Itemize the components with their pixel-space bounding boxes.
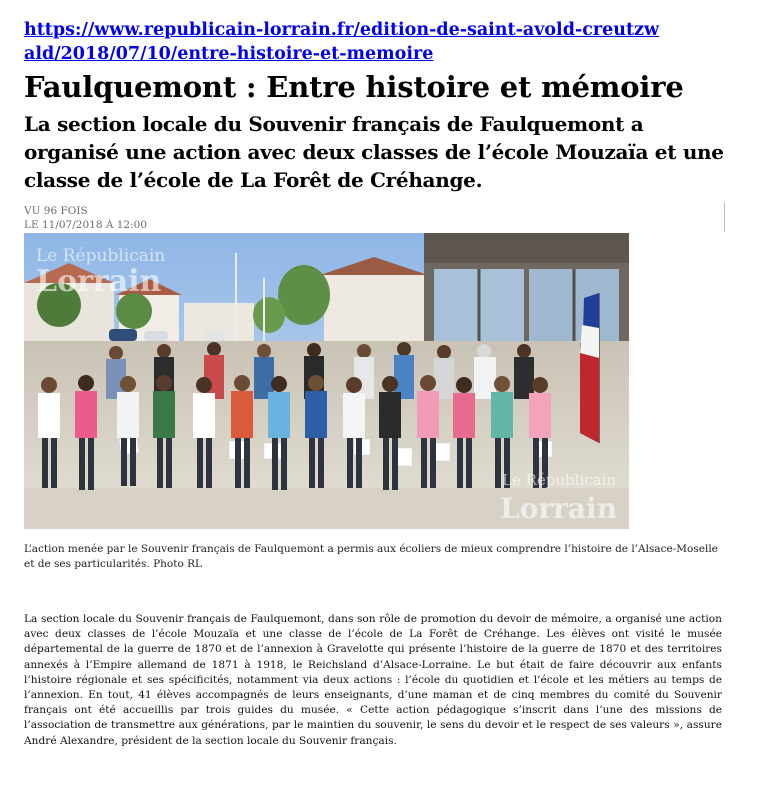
watermark-bottom-line2: Lorrain [500, 492, 618, 525]
article-title: Faulquemont : Entre histoire et mémoire [24, 70, 684, 104]
article-meta [24, 204, 147, 232]
article [24, 18, 724, 747]
publish-date: LE 11/07/2018 À 12:00 [24, 219, 148, 231]
article-body: La section locale du Souvenir français de Faulquemont, dans son rôle de promotion du devoir de mémoire, a organisé une action avec deux classes de l’école Mouzaïa et une classe de l’école de La Forêt de Créhange. Les élèves ont visité le musée départemental de la guerre de 1870 et de l’annexion à Gravelotte qui présente l’histoire de la guerre de 1870 et des territoires annexés à l’Empire allemand de 1871 à 1918, le Reichsland d’Alsace-Lorraine. Le but était de faire découvrir aux enfants l’histoire régionale et ses spécificités, notamment via deux actions : l’école du quotidien et l’école et les métiers au temps de l’annexion. En tout, 41 élèves accompagnés de leurs enseignants, d’une maman et de cinq membres du comité du Souvenir français ont été accueillis par trois guides du musée. « Cette action pédagogique s’inscrit dans l’une des missions de l’association de transmettre aux générations, par le maintien du souvenir, le sens du devoir et le respect de ses valeurs », assure André Alexandre, président de la section locale du Souvenir français. [24, 613, 722, 747]
article-photo [24, 233, 629, 529]
watermark-top-line2: Lorrain [36, 264, 162, 299]
watermark-bottom-line1: Le Républicain [502, 471, 617, 489]
photo-caption: L’action menée par le Souvenir français de Faulquemont a permis aux écoliers de mieux comprendre l’histoire de l’Alsace-Moselle et de ses particularités. Photo RL [24, 543, 718, 570]
article-subtitle: La section locale du Souvenir français de Faulquemont a organisé une action avec deux classes de l’école Mouzaïa et une classe de l’école de La Forêt de Créhange. [24, 112, 724, 192]
meta-divider [724, 202, 725, 232]
source-url-link[interactable]: https://www.republicain-lorrain.fr/edition-de-saint-avold-creutzwald/2018/07/10/entre-histoire-et-memoire [24, 20, 660, 64]
view-count: VU 96 FOIS [24, 205, 88, 217]
watermark-top-line1: Le Républicain [36, 246, 166, 266]
